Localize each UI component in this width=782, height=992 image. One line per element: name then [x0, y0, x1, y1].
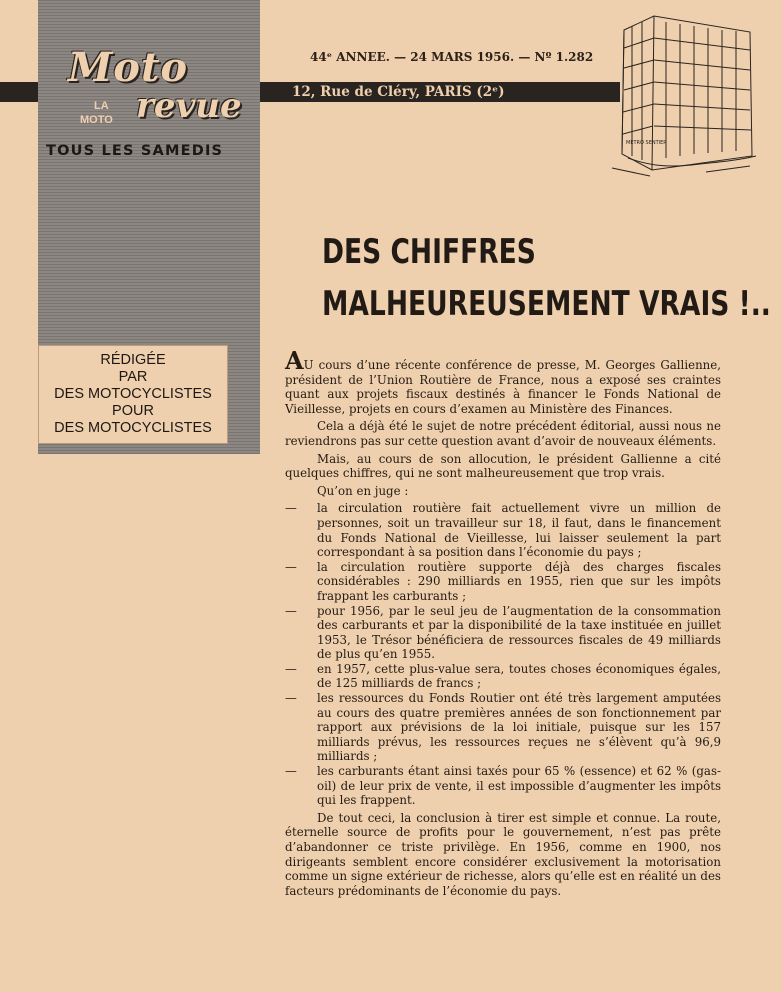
redige-line: POUR	[112, 403, 154, 419]
dropcap: A	[285, 346, 304, 375]
redige-line: DES MOTOCYCLISTES	[54, 386, 212, 402]
list-dash: —	[285, 661, 297, 676]
moto-revue-logo	[42, 40, 256, 144]
logo-moto-small: MOTO	[80, 114, 113, 126]
list-item	[285, 662, 721, 691]
paragraph-text: U cours d’une récente conférence de presse, M. Georges Gallienne, président de l’Union Routière de France, nous a exposé ses craintes quant aux projets fiscaux destinés à financer le Fonds National de Vieillesse, projets en cours d’examen au Ministère des Finances.	[285, 358, 721, 416]
redige-box	[38, 345, 228, 444]
building-label: METRO SENTIER	[626, 140, 667, 146]
redige-line: RÉDIGÉE	[100, 352, 166, 368]
logo-moto: Moto	[68, 44, 189, 91]
list-item-text: en 1957, cette plus-value sera, toutes choses économiques égales, de 125 milliards de francs ;	[317, 661, 721, 691]
list-item	[285, 764, 721, 808]
list-item	[285, 560, 721, 604]
tagline: TOUS LES SAMEDIS	[46, 143, 224, 159]
redige-line: PAR	[118, 369, 148, 385]
headline-line: DES CHIFFRES	[322, 232, 536, 272]
logo-la: LA	[94, 100, 109, 112]
list-dash: —	[285, 501, 297, 516]
list-item	[285, 691, 721, 764]
paragraph: Mais, au cours de son allocution, le président Gallienne a cité quelques chiffres, qui ne sont malheureusement que trop vrais.	[285, 451, 721, 481]
paragraph	[285, 346, 721, 416]
headline-line: MALHEUREUSEMENT VRAIS !..	[322, 284, 771, 324]
list-dash: —	[285, 764, 297, 779]
list-item-text: la circulation routière fait actuellement vivre un million de personnes, soit un travailleur sur 18, il faut, dans le financement du Fonds National de Vieillesse, lui laisser seulement la part correspondant à sa position dans l’économie du pays ;	[317, 501, 721, 560]
address: 12, Rue de Cléry, PARIS (2ᵉ)	[292, 84, 505, 100]
article-body	[285, 346, 721, 901]
list-dash: —	[285, 603, 297, 618]
list-item	[285, 501, 721, 559]
headline	[322, 226, 771, 330]
list-dash: —	[285, 559, 297, 574]
issue-line: 44ᵉ ANNEE. — 24 MARS 1956. — Nº 1.282	[310, 50, 594, 64]
paragraph: Cela a déjà été le sujet de notre précédent éditorial, aussi nous ne reviendrons pas sur cette question avant d’avoir de nouveaux éléments.	[285, 419, 721, 448]
list-item-text: les carburants étant ainsi taxés pour 65 % (essence) et 62 % (gas-oil) de leur prix de vente, il est impossible d’augmenter les impôts qui les frappent.	[317, 764, 721, 808]
list-item	[285, 604, 721, 662]
logo-revue: revue	[136, 86, 242, 126]
paragraph: De tout ceci, la conclusion à tirer est simple et connue. La route, éternelle source de profits pour le gouvernement, n’est pas prête d’abandonner ce triste privilège. En 1956, comme en 1900, nos dirigeants semblent encore considérer exclusivement la motorisation comme un signe extérieur de richesse, alors qu’elle est en réalité un des facteurs prédominants de l’économie du pays.	[285, 810, 721, 898]
list-item-text: les ressources du Fonds Routier ont été très largement amputées au cours des quatre premières années de son fonctionnement par rapport aux prévisions de la loi initiale, puisque sur les 157 milliards prévus, les ressources reçues ne s’élèvent qu’à 96,9 milliards ;	[317, 691, 721, 764]
list-dash: —	[285, 691, 297, 706]
redige-line: DES MOTOCYCLISTES	[54, 420, 212, 436]
list-item-text: pour 1956, par le seul jeu de l’augmentation de la consommation des carburants et par la disponibilité de la taxe instituée en juillet 1953, le Trésor bénéficiera de ressources fiscales de 49 milliards de plus qu’en 1955.	[317, 603, 721, 662]
figures-list	[285, 501, 721, 807]
paragraph: Qu’on en juge :	[317, 483, 409, 498]
list-item-text: la circulation routière supporte déjà des charges fiscales considérables : 290 milliards en 1955, rien que sur les impôts frappant les carburants ;	[317, 559, 721, 603]
building-illustration	[610, 8, 758, 180]
